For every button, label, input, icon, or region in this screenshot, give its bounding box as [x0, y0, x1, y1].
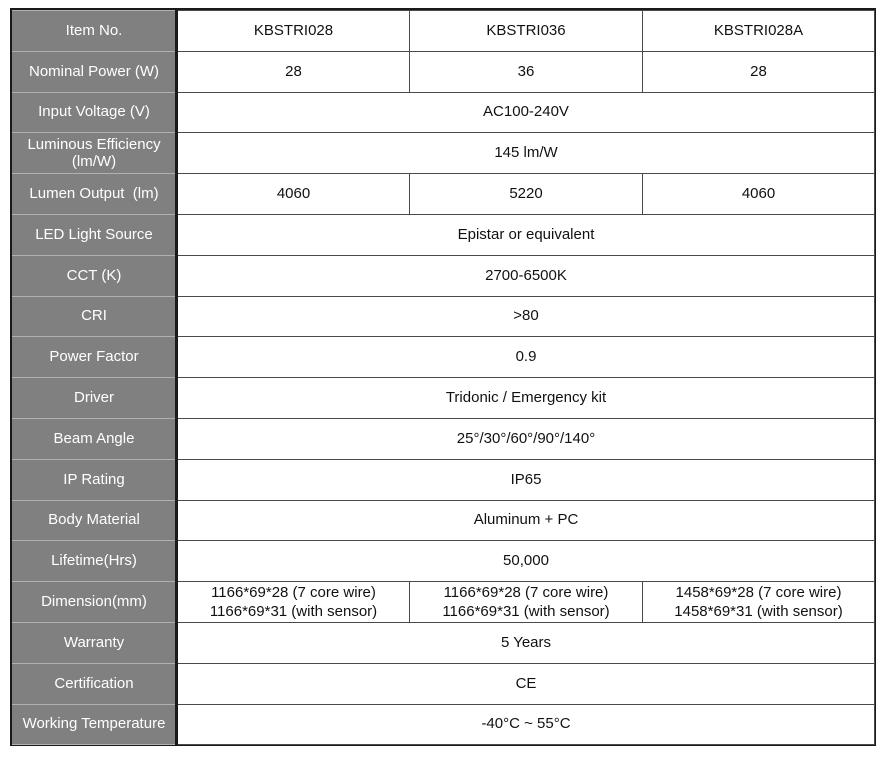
value-cell: 4060: [177, 174, 410, 215]
table-row: [13, 622, 875, 663]
dimension-line: 1166*69*28 (7 core wire): [443, 584, 609, 602]
table-row: [13, 378, 875, 419]
dimension-line: 1166*69*31 (with sensor): [442, 603, 610, 621]
value-cell: 0.9: [177, 337, 875, 378]
table-row: [13, 92, 875, 133]
table-row: [13, 541, 875, 582]
value-cell: AC100-240V: [177, 92, 875, 133]
label-line: Luminous Efficiency: [27, 136, 161, 154]
value-cell: 4060: [643, 174, 875, 215]
row-label-luminous-efficiency: [13, 133, 177, 174]
table-row: [13, 704, 875, 745]
value-cell: IP65: [177, 459, 875, 500]
value-cell: 5220: [410, 174, 643, 215]
row-label-led-source: LED Light Source: [13, 214, 177, 255]
value-cell: 36: [410, 51, 643, 92]
row-label-certification: Certification: [13, 663, 177, 704]
label-line: (lm/W): [71, 153, 117, 171]
model-cell: KBSTRI036: [410, 11, 643, 52]
value-cell: [177, 582, 410, 623]
value-cell: Aluminum + PC: [177, 500, 875, 541]
table-row: [13, 255, 875, 296]
dimension-line: 1166*69*28 (7 core wire): [211, 584, 376, 602]
value-cell: CE: [177, 663, 875, 704]
model-cell: KBSTRI028A: [643, 11, 875, 52]
row-label-nominal-power: Nominal Power (W): [13, 51, 177, 92]
row-label-cct: CCT (K): [13, 255, 177, 296]
table-row: [13, 418, 875, 459]
row-label-working-temperature: Working Temperature: [13, 704, 177, 745]
table-row: [13, 296, 875, 337]
value-cell: 25°/30°/60°/90°/140°: [177, 418, 875, 459]
row-label-input-voltage: Input Voltage (V): [13, 92, 177, 133]
value-cell: 50,000: [177, 541, 875, 582]
table-row: [13, 337, 875, 378]
row-label-power-factor: Power Factor: [13, 337, 177, 378]
value-cell: [643, 582, 875, 623]
spec-table: [12, 10, 875, 745]
row-label-beam-angle: Beam Angle: [13, 418, 177, 459]
model-cell: KBSTRI028: [177, 11, 410, 52]
row-label-lifetime: Lifetime(Hrs): [13, 541, 177, 582]
dimension-line: 1458*69*31 (with sensor): [674, 603, 843, 621]
value-cell: 2700-6500K: [177, 255, 875, 296]
dimension-line: 1166*69*31 (with sensor): [209, 603, 378, 621]
value-cell: Tridonic / Emergency kit: [177, 378, 875, 419]
table-row: [13, 459, 875, 500]
table-row: [13, 500, 875, 541]
table-row: [13, 11, 875, 52]
table-row: [13, 174, 875, 215]
value-cell: 5 Years: [177, 622, 875, 663]
table-row: [13, 663, 875, 704]
row-label-warranty: Warranty: [13, 622, 177, 663]
value-cell: Epistar or equivalent: [177, 214, 875, 255]
row-label-dimension: Dimension(mm): [13, 582, 177, 623]
row-label-driver: Driver: [13, 378, 177, 419]
spec-table-container: [10, 8, 876, 746]
value-cell: 28: [177, 51, 410, 92]
value-cell: 145 lm/W: [177, 133, 875, 174]
table-row: [13, 51, 875, 92]
row-label-item-no: Item No.: [13, 11, 177, 52]
row-label-cri: CRI: [13, 296, 177, 337]
row-label-ip-rating: IP Rating: [13, 459, 177, 500]
table-row: [13, 133, 875, 174]
table-row: [13, 214, 875, 255]
row-label-lumen-output: Lumen Output (lm): [13, 174, 177, 215]
row-label-body-material: Body Material: [13, 500, 177, 541]
value-cell: 28: [643, 51, 875, 92]
dimension-line: 1458*69*28 (7 core wire): [675, 584, 842, 602]
table-row: [13, 582, 875, 623]
value-cell: -40°C ~ 55°C: [177, 704, 875, 745]
value-cell: [410, 582, 643, 623]
value-cell: >80: [177, 296, 875, 337]
